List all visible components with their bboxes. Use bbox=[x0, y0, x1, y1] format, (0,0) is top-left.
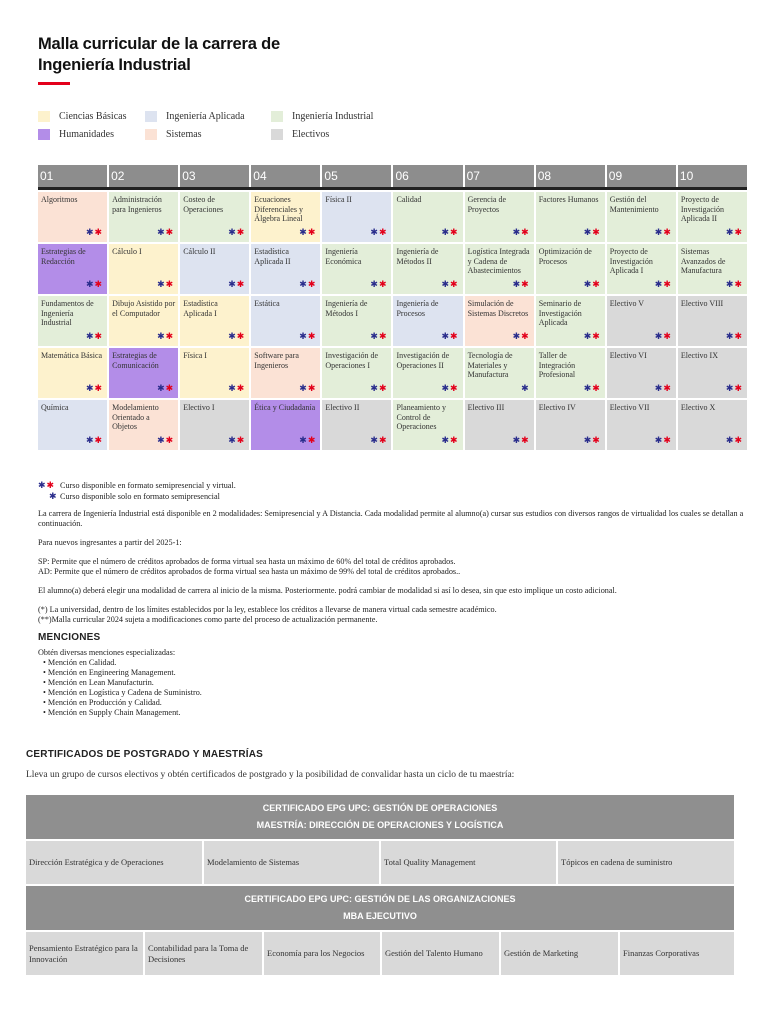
course-cell bbox=[38, 400, 107, 450]
course-name: Proyecto de Investigación Aplicada II bbox=[680, 195, 724, 223]
modality-asterisks-icon: ✱✱ bbox=[86, 384, 104, 394]
menciones-list bbox=[38, 658, 438, 718]
course-name: Ética y Ciudadanía bbox=[254, 403, 316, 412]
course-cell bbox=[180, 244, 249, 294]
modality-asterisks-icon: ✱✱ bbox=[370, 332, 388, 342]
modality-asterisks-icon: ✱✱ bbox=[583, 228, 601, 238]
legend-item-ciencias-basicas bbox=[38, 111, 126, 122]
modality-asterisks-icon: ✱✱ bbox=[441, 332, 459, 342]
course-cell bbox=[607, 192, 676, 242]
legend-swatch bbox=[38, 129, 50, 140]
course-cell bbox=[678, 192, 747, 242]
cert-course: Gestión de Marketing bbox=[501, 932, 618, 975]
course-cell bbox=[251, 244, 320, 294]
cycle-header: 07 bbox=[465, 165, 534, 187]
modality-asterisks-icon: ✱✱ bbox=[725, 228, 743, 238]
course-name: Ecuaciones Diferenciales y Álgebra Lineal bbox=[254, 195, 303, 223]
curriculum-grid bbox=[38, 165, 747, 450]
header-divider bbox=[38, 187, 747, 190]
course-name: Química bbox=[41, 403, 69, 412]
course-cell bbox=[465, 400, 534, 450]
course-cell bbox=[180, 296, 249, 346]
legend-item-sistemas bbox=[145, 129, 202, 140]
modality-asterisks-icon: ✱✱ bbox=[583, 280, 601, 290]
semipresencial-asterisk-icon: ✱ bbox=[521, 384, 530, 394]
list-item: • Mención en Lean Manufacturin. bbox=[43, 678, 154, 687]
modality-asterisks-icon: ✱✱ bbox=[370, 436, 388, 446]
course-name: Sistemas Avanzados de Manufactura bbox=[680, 247, 726, 275]
course-cell bbox=[536, 296, 605, 346]
course-name: Electivo X bbox=[680, 403, 716, 412]
course-grid-body bbox=[38, 192, 747, 450]
list-item: • Mención en Engineering Management. bbox=[43, 668, 176, 677]
course-name: Factores Humanos bbox=[538, 195, 599, 204]
course-cell bbox=[322, 296, 391, 346]
course-name: Estadística Aplicada II bbox=[254, 247, 291, 266]
modality-asterisks-icon: ✱✱ bbox=[654, 332, 672, 342]
course-cell bbox=[536, 244, 605, 294]
course-cell bbox=[180, 192, 249, 242]
course-cell bbox=[322, 192, 391, 242]
page-title: Malla curricular de la carrera de Ingeniería Industrial bbox=[38, 35, 280, 74]
cycle-header: 04 bbox=[251, 165, 320, 187]
course-name: Seminario de Investigación Aplicada bbox=[538, 299, 582, 327]
course-name: Física I bbox=[183, 351, 207, 360]
course-name: Electivo IX bbox=[680, 351, 718, 360]
modality-asterisks-icon: ✱✱ bbox=[583, 436, 601, 446]
modality-asterisks-icon: ✱✱ bbox=[512, 332, 530, 342]
modality-asterisks-icon: ✱✱ bbox=[441, 436, 459, 446]
course-cell bbox=[678, 244, 747, 294]
footnote-1: (*) La universidad, dentro de los límites establecidos por la ley, establece los créditos a llevarse de manera virtual cada semestre académico. bbox=[38, 605, 497, 614]
modality-asterisks-icon: ✱✱ bbox=[370, 280, 388, 290]
cycle-header: 01 bbox=[38, 165, 107, 187]
cert-block-organizaciones bbox=[26, 886, 734, 975]
course-cell bbox=[38, 348, 107, 398]
cycle-header: 03 bbox=[180, 165, 249, 187]
cert-course: Contabilidad para la Toma de Decisiones bbox=[145, 932, 262, 975]
course-cell bbox=[322, 244, 391, 294]
modality-asterisks-icon: ✱✱ bbox=[157, 280, 175, 290]
modality-asterisks-icon: ✱✱ bbox=[228, 384, 246, 394]
course-cell bbox=[109, 400, 178, 450]
certificados-title: CERTIFICADOS DE POSTGRADO Y MAESTRÍAS bbox=[26, 749, 264, 760]
list-item: • Mención en Producción y Calidad. bbox=[43, 698, 162, 707]
modality-asterisks-icon: ✱✱ bbox=[654, 228, 672, 238]
course-name: Estadística Aplicada I bbox=[183, 299, 218, 318]
cycle-header: 06 bbox=[393, 165, 462, 187]
course-cell bbox=[38, 296, 107, 346]
note-text: Curso disponible en formato semipresencial y virtual. bbox=[60, 480, 236, 490]
modality-asterisks-icon: ✱✱ bbox=[654, 436, 672, 446]
modality-asterisks-icon: ✱✱ bbox=[512, 228, 530, 238]
course-name: Estática bbox=[254, 299, 280, 308]
course-cell bbox=[393, 192, 462, 242]
course-cell bbox=[536, 348, 605, 398]
title-underline bbox=[38, 82, 70, 85]
menciones-intro: Obtén diversas menciones especializadas: bbox=[38, 648, 176, 657]
course-cell bbox=[109, 244, 178, 294]
menciones-section bbox=[38, 648, 438, 718]
modality-asterisks-icon: ✱✱ bbox=[725, 332, 743, 342]
legend-label: Electivos bbox=[292, 129, 330, 140]
course-name: Gerencia de Proyectos bbox=[467, 195, 507, 214]
course-name: Calidad bbox=[396, 195, 422, 204]
modality-asterisks-icon: ✱✱ bbox=[299, 280, 317, 290]
new-students-heading: Para nuevos ingresantes a partir del 2025-1: bbox=[38, 538, 182, 547]
footnote-2: (**)Malla curricular 2024 sujeta a modificaciones como parte del proceso de actualización permanente. bbox=[38, 615, 378, 624]
modalities-paragraph: La carrera de Ingeniería Industrial está disponible en 2 modalidades: Semipresencial y A Distancia. Cada modalidad permite al alumno(a) cursar sus estudios con diversos rangos de virtualidad los cuales se detallan a continuación. bbox=[38, 509, 744, 528]
modality-asterisks-icon: ✱✱ bbox=[86, 228, 104, 238]
cert-course: Finanzas Corporativas bbox=[620, 932, 734, 975]
legend-label: Ciencias Básicas bbox=[59, 111, 127, 122]
course-cell bbox=[38, 192, 107, 242]
asterisk-icon: ✱ bbox=[49, 491, 58, 502]
modality-asterisks-icon: ✱✱ bbox=[512, 436, 530, 446]
course-name: Electivo VII bbox=[609, 403, 650, 412]
course-name: Administración para Ingenieros bbox=[112, 195, 162, 214]
asterisk-pair-icon: ✱✱ bbox=[38, 480, 56, 491]
degree-name: MBA EJECUTIVO bbox=[343, 911, 417, 921]
course-cell bbox=[607, 400, 676, 450]
course-cell bbox=[678, 348, 747, 398]
course-name: Electivo V bbox=[609, 299, 645, 308]
modality-asterisks-icon: ✱✱ bbox=[512, 280, 530, 290]
legend-item-humanidades bbox=[38, 129, 114, 140]
course-name: Fundamentos de Ingeniería Industrial bbox=[41, 299, 94, 327]
course-cell bbox=[393, 296, 462, 346]
legend-swatch bbox=[271, 111, 283, 122]
cycle-header: 05 bbox=[322, 165, 391, 187]
legend-swatch bbox=[145, 129, 157, 140]
course-name: Electivo II bbox=[325, 403, 360, 412]
course-name: Investigación de Operaciones II bbox=[396, 351, 450, 370]
course-name: Simulación de Sistemas Discretos bbox=[467, 299, 529, 318]
course-name: Ingeniería de Métodos II bbox=[396, 247, 439, 266]
legend-note-both bbox=[38, 480, 748, 491]
modality-asterisks-icon: ✱✱ bbox=[157, 436, 175, 446]
course-name: Ingeniería Económica bbox=[325, 247, 362, 266]
cycle-header: 08 bbox=[536, 165, 605, 187]
modality-asterisks-icon: ✱✱ bbox=[86, 332, 104, 342]
course-cell bbox=[38, 244, 107, 294]
course-cell bbox=[678, 296, 747, 346]
modality-change-note: El alumno(a) deberá elegir una modalidad de carrera al inicio de la misma. Posteriormente. podrá cambiar de modalidad si así lo desea, sin que esto implique un costo adicional. bbox=[38, 586, 617, 595]
course-cell bbox=[251, 348, 320, 398]
legend-item-ingenieria-aplicada bbox=[145, 111, 245, 122]
legend-label: Ingeniería Aplicada bbox=[166, 111, 245, 122]
course-name: Cálculo II bbox=[183, 247, 216, 256]
cert-name: CERTIFICADO EPG UPC: GESTIÓN DE LAS ORGANIZACIONES bbox=[244, 894, 516, 904]
cycle-header: 02 bbox=[109, 165, 178, 187]
list-item: • Mención en Logística y Cadena de Suministro. bbox=[43, 688, 202, 697]
course-cell bbox=[393, 400, 462, 450]
modality-asterisks-icon: ✱✱ bbox=[441, 280, 459, 290]
course-cell bbox=[465, 348, 534, 398]
course-cell bbox=[393, 348, 462, 398]
course-cell bbox=[607, 348, 676, 398]
course-name: Taller de Integración Profesional bbox=[538, 351, 576, 379]
course-name: Proyecto de Investigación Aplicada I bbox=[609, 247, 653, 275]
legend-label: Ingeniería Industrial bbox=[292, 111, 374, 122]
course-cell bbox=[251, 192, 320, 242]
modality-asterisks-icon: ✱✱ bbox=[583, 384, 601, 394]
course-name: Matemática Básica bbox=[41, 351, 103, 360]
course-name: Costeo de Operaciones bbox=[183, 195, 224, 214]
course-cell bbox=[393, 244, 462, 294]
modality-asterisks-icon: ✱✱ bbox=[654, 280, 672, 290]
notes-section bbox=[38, 480, 748, 625]
course-name: Optimización de Procesos bbox=[538, 247, 592, 266]
modality-asterisks-icon: ✱✱ bbox=[299, 332, 317, 342]
legend-swatch bbox=[38, 111, 50, 122]
cert-block-header bbox=[26, 795, 734, 839]
course-name: Electivo I bbox=[183, 403, 215, 412]
modality-asterisks-icon: ✱✱ bbox=[228, 228, 246, 238]
list-item: • Mención en Supply Chain Management. bbox=[43, 708, 181, 717]
legend-note-blue bbox=[38, 491, 748, 502]
note-text: Curso disponible solo en formato semipresencial bbox=[60, 491, 220, 501]
cert-block-header bbox=[26, 886, 734, 930]
course-cell bbox=[465, 244, 534, 294]
legend bbox=[38, 111, 438, 145]
cert-course: Total Quality Management bbox=[381, 841, 556, 884]
course-cell bbox=[322, 400, 391, 450]
legend-swatch bbox=[271, 129, 283, 140]
course-name: Modelamiento Orientado a Objetos bbox=[112, 403, 159, 431]
modality-asterisks-icon: ✱✱ bbox=[299, 228, 317, 238]
course-name: Dibujo Asistido por el Computador bbox=[112, 299, 176, 318]
course-cell bbox=[465, 296, 534, 346]
list-item: • Mención en Calidad. bbox=[43, 658, 117, 667]
legend-item-ingenieria-industrial bbox=[271, 111, 373, 122]
modality-asterisks-icon: ✱✱ bbox=[725, 436, 743, 446]
ad-rule: AD: Permite que el número de créditos aprobados de forma virtual sea hasta un máximo de 99% del total de créditos aprobados.. bbox=[38, 567, 461, 576]
course-cell bbox=[536, 400, 605, 450]
cycle-header: 09 bbox=[607, 165, 676, 187]
modality-asterisks-icon: ✱✱ bbox=[86, 280, 104, 290]
course-name: Algoritmos bbox=[41, 195, 78, 204]
course-name: Estrategias de Redacción bbox=[41, 247, 86, 266]
modality-asterisks-icon: ✱✱ bbox=[299, 436, 317, 446]
cert-course: Tópicos en cadena de suministro bbox=[558, 841, 734, 884]
course-name: Ingeniería de Procesos bbox=[396, 299, 439, 318]
cert-course-row bbox=[26, 839, 734, 884]
modality-asterisks-icon: ✱✱ bbox=[157, 332, 175, 342]
cert-course: Gestión del Talento Humano bbox=[382, 932, 499, 975]
course-name: Electivo III bbox=[467, 403, 505, 412]
cycle-header: 10 bbox=[678, 165, 747, 187]
course-cell bbox=[678, 400, 747, 450]
course-name: Logística Integrada y Cadena de Abastecimientos bbox=[467, 247, 530, 275]
course-cell bbox=[180, 348, 249, 398]
legend-item-electivos bbox=[271, 129, 329, 140]
course-cell bbox=[465, 192, 534, 242]
cert-name: CERTIFICADO EPG UPC: GESTIÓN DE OPERACIONES bbox=[262, 803, 498, 813]
course-cell bbox=[536, 192, 605, 242]
course-name: Planeamiento y Control de Operaciones bbox=[396, 403, 447, 431]
certificados-subtitle: Lleva un grupo de cursos electivos y obtén certificados de postgrado y la posibilidad de convalidar hasta un ciclo de tu maestría: bbox=[26, 770, 515, 780]
modality-asterisks-icon: ✱✱ bbox=[725, 384, 743, 394]
course-name: Tecnología de Materiales y Manufactura bbox=[467, 351, 513, 379]
legend-swatch bbox=[145, 111, 157, 122]
modality-asterisks-icon: ✱✱ bbox=[228, 280, 246, 290]
modality-asterisks-icon: ✱✱ bbox=[157, 228, 175, 238]
cert-block-operaciones bbox=[26, 795, 734, 884]
course-name: Electivo IV bbox=[538, 403, 576, 412]
legend-label: Sistemas bbox=[166, 129, 202, 140]
course-name: Electivo VIII bbox=[680, 299, 724, 308]
course-name: Gestión del Mantenimiento bbox=[609, 195, 659, 214]
cert-course: Pensamiento Estratégico para la Innovación bbox=[26, 932, 143, 975]
course-name: Investigación de Operaciones I bbox=[325, 351, 379, 370]
cert-course: Economía para los Negocios bbox=[264, 932, 380, 975]
cert-course: Modelamiento de Sistemas bbox=[204, 841, 379, 884]
course-cell bbox=[607, 244, 676, 294]
modality-asterisks-icon: ✱✱ bbox=[654, 384, 672, 394]
modality-asterisks-icon: ✱✱ bbox=[299, 384, 317, 394]
cert-course: Dirección Estratégica y de Operaciones bbox=[26, 841, 202, 884]
course-cell bbox=[322, 348, 391, 398]
degree-name: MAESTRÍA: DIRECCIÓN DE OPERACIONES Y LOGÍSTICA bbox=[256, 820, 504, 830]
course-name: Cálculo I bbox=[112, 247, 142, 256]
modality-asterisks-icon: ✱✱ bbox=[228, 332, 246, 342]
modality-asterisks-icon: ✱✱ bbox=[441, 228, 459, 238]
course-name: Física II bbox=[325, 195, 352, 204]
modality-asterisks-icon: ✱✱ bbox=[370, 228, 388, 238]
course-cell bbox=[109, 192, 178, 242]
modality-asterisks-icon: ✱✱ bbox=[228, 436, 246, 446]
course-name: Ingeniería de Métodos I bbox=[325, 299, 368, 318]
course-name: Software para Ingenieros bbox=[254, 351, 299, 370]
modality-asterisks-icon: ✱✱ bbox=[725, 280, 743, 290]
course-name: Estrategias de Comunicación bbox=[112, 351, 159, 370]
course-cell bbox=[251, 400, 320, 450]
course-name: Electivo VI bbox=[609, 351, 647, 360]
course-cell bbox=[109, 348, 178, 398]
menciones-title: MENCIONES bbox=[38, 632, 101, 643]
sp-rule: SP: Permite que el número de créditos aprobados de forma virtual sea hasta un máximo de 60% del total de créditos aprobados. bbox=[38, 557, 456, 566]
modality-asterisks-icon: ✱✱ bbox=[370, 384, 388, 394]
course-cell bbox=[251, 296, 320, 346]
course-cell bbox=[607, 296, 676, 346]
cycle-header-row bbox=[38, 165, 747, 187]
course-cell bbox=[109, 296, 178, 346]
modality-asterisks-icon: ✱✱ bbox=[157, 384, 175, 394]
modality-asterisks-icon: ✱✱ bbox=[583, 332, 601, 342]
modality-asterisks-icon: ✱✱ bbox=[86, 436, 104, 446]
course-cell bbox=[180, 400, 249, 450]
cert-course-row bbox=[26, 930, 734, 975]
modality-asterisks-icon: ✱✱ bbox=[441, 384, 459, 394]
legend-label: Humanidades bbox=[59, 129, 114, 140]
